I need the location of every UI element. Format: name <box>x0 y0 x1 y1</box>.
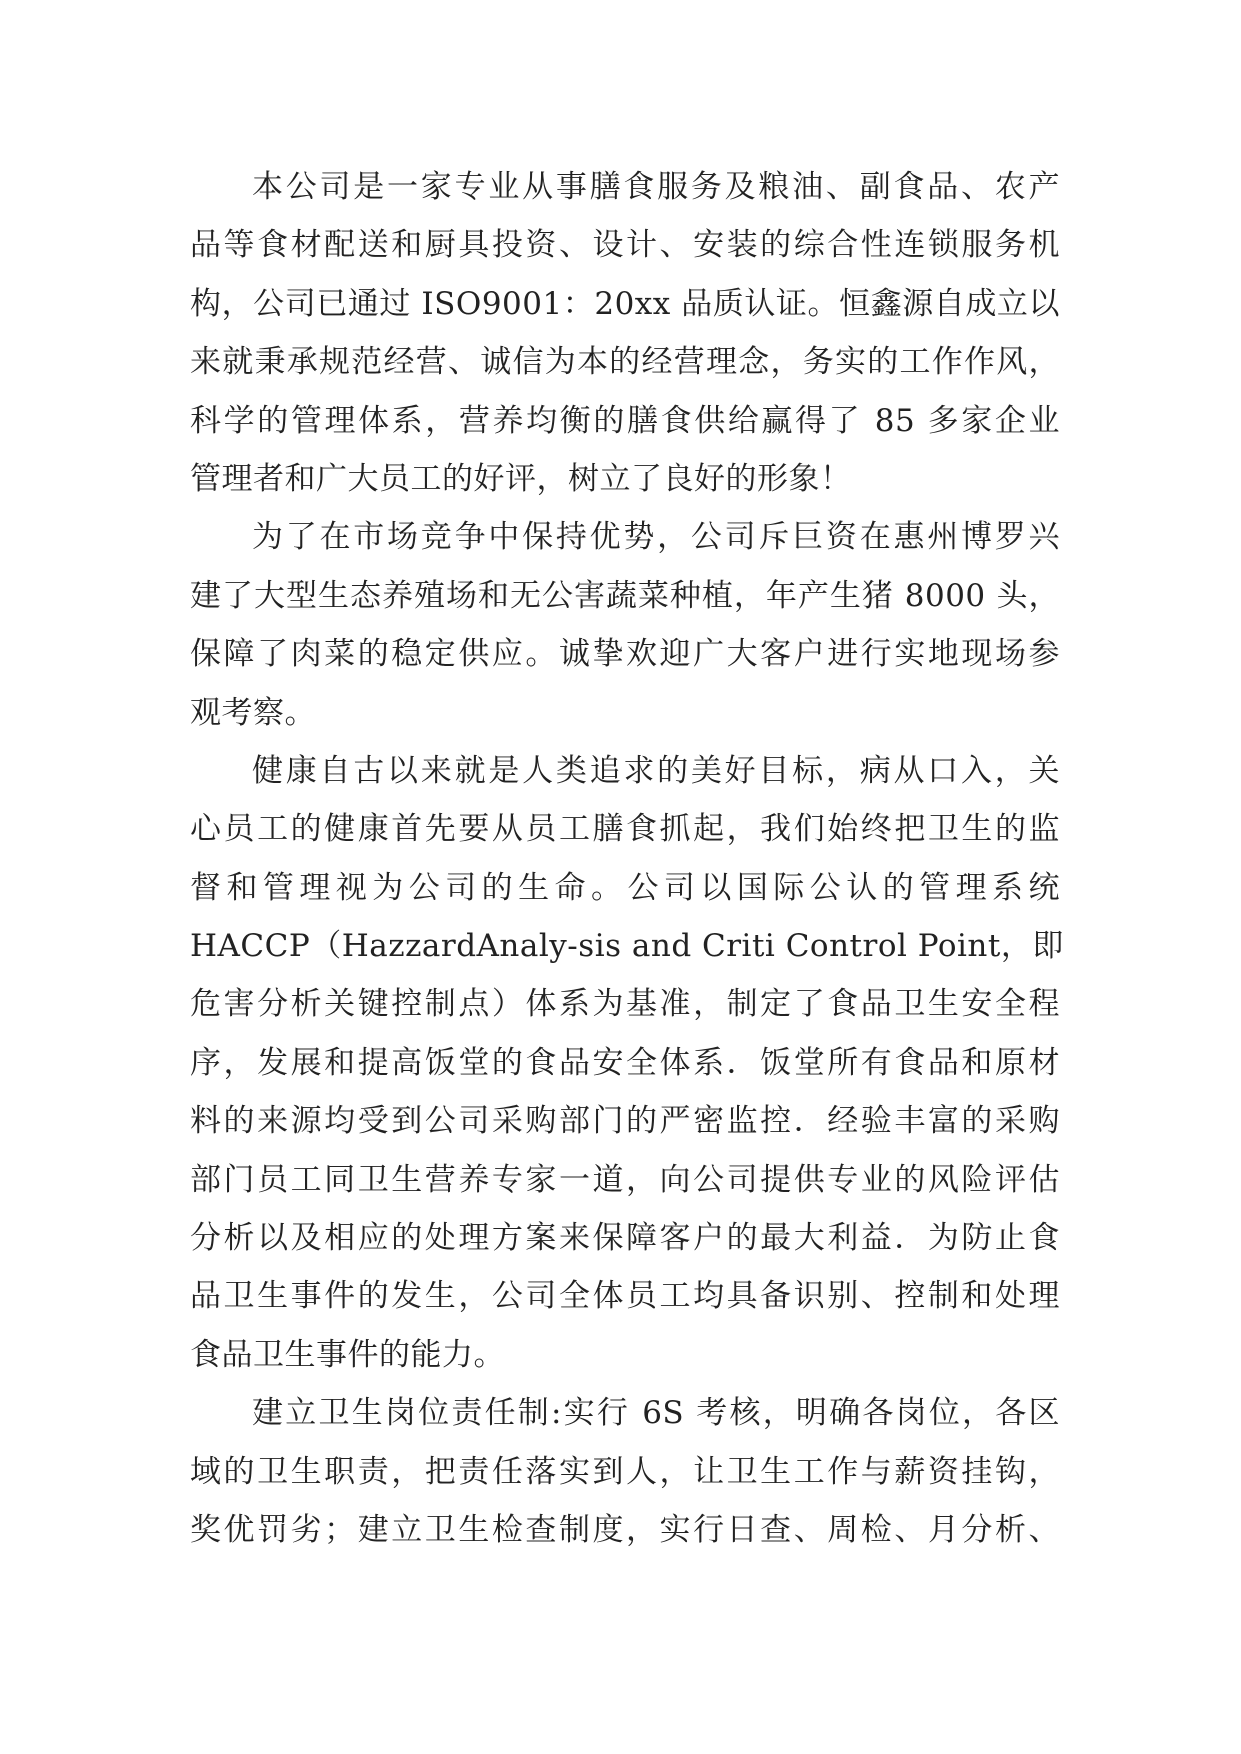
text-line: 为了在市场竞争中保持优势，公司斥巨资在惠州博罗兴 <box>252 519 1060 556</box>
text-line: 建立卫生岗位责任制:实行 6S 考核，明确各岗位，各区 <box>252 1395 1060 1432</box>
text-line: 科学的管理体系，营养均衡的膳食供给赢得了 85 多家企业 <box>190 402 1060 439</box>
text-line: 观考察。 <box>190 694 316 731</box>
text-line: 本公司是一家专业从事膳食服务及粮油、副食品、农产 <box>252 169 1060 205</box>
text-line: 构，公司已通过 ISO9001：20xx 品质认证。恒鑫源自成立以 <box>190 285 1060 322</box>
text-line: 分析以及相应的处理方案来保障客户的最大利益．为防止食 <box>190 1220 1060 1257</box>
text-line: 品等食材配送和厨具投资、设计、安装的综合性连锁服务机 <box>190 227 1060 264</box>
paragraph-hygiene-responsibility <box>190 1384 1060 1559</box>
paragraph-food-safety <box>190 742 1064 1384</box>
text-line: 管理者和广大员工的好评，树立了良好的形象！ <box>190 460 852 497</box>
paragraph-farm-investment <box>190 508 1060 742</box>
text-line: 食品卫生事件的能力。 <box>190 1336 505 1373</box>
text-line: HACCP（HazzardAnaly-sis and Criti Control Point，即 <box>190 928 1064 965</box>
text-line: 奖优罚劣；建立卫生检查制度，实行日查、周检、月分析、 <box>190 1511 1060 1548</box>
document-body <box>190 158 1064 1559</box>
text-line: 域的卫生职责，把责任落实到人，让卫生工作与薪资挂钩， <box>190 1453 1060 1490</box>
text-line: 料的来源均受到公司采购部门的严密监控．经验丰富的采购 <box>190 1103 1060 1140</box>
text-line: 建了大型生态养殖场和无公害蔬菜种植，年产生猪 8000 头， <box>190 577 1060 614</box>
text-line: 序，发展和提高饭堂的食品安全体系．饭堂所有食品和原材 <box>190 1044 1060 1081</box>
text-line: 危害分析关键控制点）体系为基准，制定了食品卫生安全程 <box>190 986 1060 1023</box>
text-line: 保障了肉菜的稳定供应。诚挚欢迎广大客户进行实地现场参 <box>190 636 1060 673</box>
text-line: 部门员工同卫生营养专家一道，向公司提供专业的风险评估 <box>190 1161 1060 1198</box>
text-line: 督和管理视为公司的生命。公司以国际公认的管理系统 <box>190 869 1060 906</box>
text-line: 品卫生事件的发生，公司全体员工均具备识别、控制和处理 <box>190 1278 1060 1315</box>
text-line: 健康自古以来就是人类追求的美好目标，病从口入，关 <box>252 752 1060 789</box>
text-line: 心员工的健康首先要从员工膳食抓起，我们始终把卫生的监 <box>190 811 1060 848</box>
paragraph-company-intro <box>190 158 1060 508</box>
text-line: 来就秉承规范经营、诚信为本的经营理念，务实的工作作风， <box>190 344 1060 381</box>
